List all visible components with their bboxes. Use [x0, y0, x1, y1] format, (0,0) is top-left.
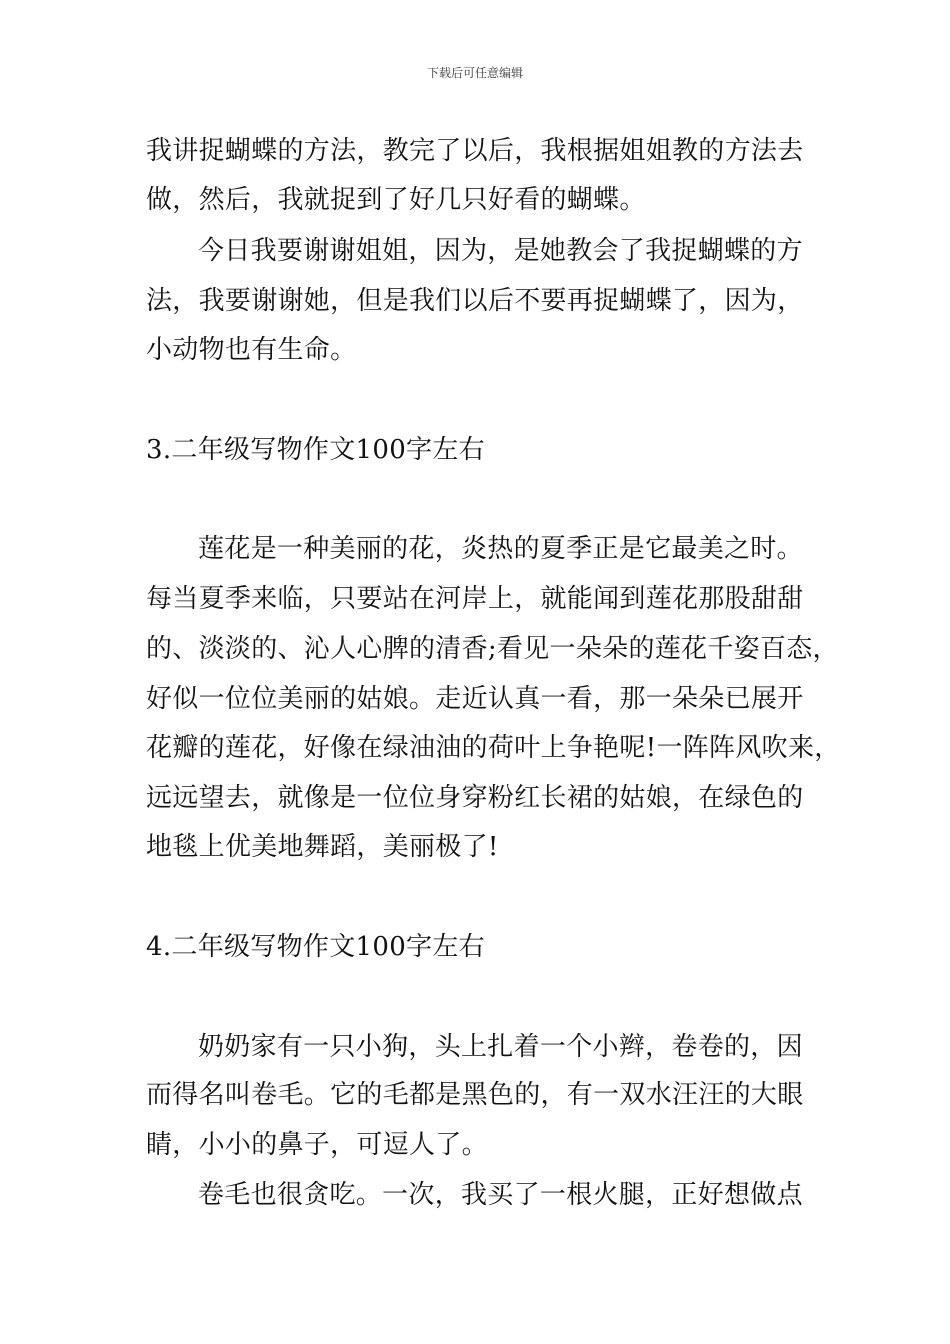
text-line: 我讲捉蝴蝶的方法，教完了以后，我根据姐姐教的方法去: [146, 136, 804, 166]
text-line: 好似一位位美丽的姑娘。走近认真一看，那一朵朵已展开: [146, 684, 804, 714]
text-line: 花瓣的莲花，好像在绿油油的荷叶上争艳呢!一阵阵风吹来，: [146, 733, 841, 763]
text-line: 莲花是一种美丽的花，炎热的夏季正是它最美之时。: [198, 534, 803, 564]
text-line: 小动物也有生命。: [146, 335, 357, 365]
text-line: 做，然后，我就捉到了好几只好看的蝴蝶。: [146, 185, 646, 215]
text-line: 法，我要谢谢她，但是我们以后不要再捉蝴蝶了，因为，: [146, 286, 804, 316]
text-line: 奶奶家有一只小狗，头上扎着一个小辫，卷卷的，因: [198, 1032, 803, 1062]
text-line: 的、淡淡的、沁人心脾的清香;看见一朵朵的莲花千姿百态，: [146, 634, 839, 664]
text-line: 卷毛也很贪吃。一次，我买了一根火腿，正好想做点: [198, 1180, 803, 1210]
section-heading-3: 3.二年级写物作文100字左右: [146, 435, 485, 465]
text-line: 睛，小小的鼻子，可逗人了。: [146, 1130, 488, 1160]
page-header: 下载后可任意编辑: [426, 66, 523, 80]
text-line: 而得名叫卷毛。它的毛都是黑色的，有一双水汪汪的大眼: [146, 1080, 804, 1110]
text-line: 今日我要谢谢姐姐，因为，是她教会了我捉蝴蝶的方: [198, 236, 803, 266]
text-line: 每当夏季来临，只要站在河岸上，就能闻到莲花那股甜甜: [146, 584, 804, 614]
text-line: 远远望去，就像是一位位身穿粉红长裙的姑娘，在绿色的: [146, 783, 804, 813]
text-line: 地毯上优美地舞蹈，美丽极了!: [146, 832, 499, 862]
section-heading-4: 4.二年级写物作文100字左右: [146, 932, 485, 962]
